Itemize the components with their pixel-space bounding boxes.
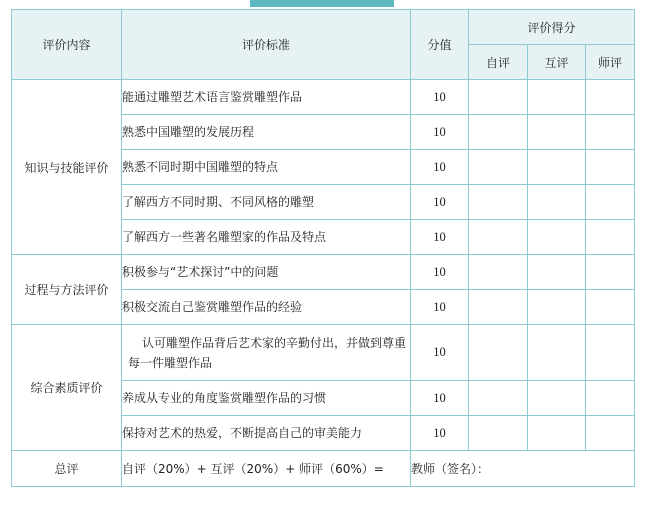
teacher-score-cell[interactable] xyxy=(586,80,635,115)
peer-score-cell[interactable] xyxy=(528,255,586,290)
teacher-signature[interactable]: 教师（签名）： xyxy=(411,451,635,487)
criterion-cell: 能通过雕塑艺术语言鉴赏雕塑作品 xyxy=(122,80,411,115)
header-content: 评价内容 xyxy=(12,10,122,80)
table-row xyxy=(12,325,635,381)
teacher-score-cell[interactable] xyxy=(586,381,635,416)
peer-score-cell[interactable] xyxy=(528,185,586,220)
header-teacher: 师评 xyxy=(586,45,635,80)
peer-score-cell[interactable] xyxy=(528,381,586,416)
category-cell: 知识与技能评价 xyxy=(12,80,122,255)
peer-score-cell[interactable] xyxy=(528,290,586,325)
peer-score-cell[interactable] xyxy=(528,115,586,150)
header-score: 分值 xyxy=(411,10,469,80)
peer-score-cell[interactable] xyxy=(528,416,586,451)
teacher-score-cell[interactable] xyxy=(586,325,635,381)
header-peer: 互评 xyxy=(528,45,586,80)
summary-label: 总评 xyxy=(12,451,122,487)
category-cell: 综合素质评价 xyxy=(12,325,122,451)
criterion-cell: 了解西方一些著名雕塑家的作品及特点 xyxy=(122,220,411,255)
criterion-cell: 了解西方不同时期、不同风格的雕塑 xyxy=(122,185,411,220)
teacher-score-cell[interactable] xyxy=(586,115,635,150)
teacher-score-cell[interactable] xyxy=(586,255,635,290)
teacher-score-cell[interactable] xyxy=(586,220,635,255)
peer-score-cell[interactable] xyxy=(528,150,586,185)
self-score-cell[interactable] xyxy=(469,416,528,451)
score-cell: 10 xyxy=(411,290,469,325)
evaluation-table xyxy=(11,9,635,487)
score-cell: 10 xyxy=(411,185,469,220)
self-score-cell[interactable] xyxy=(469,325,528,381)
header-self: 自评 xyxy=(469,45,528,80)
top-tab-decoration xyxy=(250,0,394,7)
self-score-cell[interactable] xyxy=(469,220,528,255)
header-criteria: 评价标准 xyxy=(122,10,411,80)
criterion-cell: 积极参与“艺术探讨”中的问题 xyxy=(122,255,411,290)
score-cell: 10 xyxy=(411,150,469,185)
peer-score-cell[interactable] xyxy=(528,325,586,381)
table-row xyxy=(12,255,635,290)
criterion-cell: 熟悉不同时期中国雕塑的特点 xyxy=(122,150,411,185)
summary-formula: 自评（20%）+ 互评（20%）+ 师评（60%）= xyxy=(122,451,411,487)
header-rating: 评价得分 xyxy=(469,10,635,45)
peer-score-cell[interactable] xyxy=(528,80,586,115)
criterion-cell: 认可雕塑作品背后艺术家的辛勤付出，并做到尊重每一件雕塑作品 xyxy=(122,325,411,381)
score-cell: 10 xyxy=(411,220,469,255)
self-score-cell[interactable] xyxy=(469,115,528,150)
score-cell: 10 xyxy=(411,325,469,381)
teacher-score-cell[interactable] xyxy=(586,150,635,185)
peer-score-cell[interactable] xyxy=(528,220,586,255)
score-cell: 10 xyxy=(411,381,469,416)
self-score-cell[interactable] xyxy=(469,381,528,416)
score-cell: 10 xyxy=(411,416,469,451)
table-row xyxy=(12,80,635,115)
score-cell: 10 xyxy=(411,115,469,150)
criterion-cell: 熟悉中国雕塑的发展历程 xyxy=(122,115,411,150)
self-score-cell[interactable] xyxy=(469,150,528,185)
self-score-cell[interactable] xyxy=(469,290,528,325)
score-cell: 10 xyxy=(411,80,469,115)
category-cell: 过程与方法评价 xyxy=(12,255,122,325)
criterion-cell: 保持对艺术的热爱，不断提高自己的审美能力 xyxy=(122,416,411,451)
self-score-cell[interactable] xyxy=(469,80,528,115)
teacher-score-cell[interactable] xyxy=(586,290,635,325)
summary-row xyxy=(12,451,635,487)
criterion-cell: 积极交流自己鉴赏雕塑作品的经验 xyxy=(122,290,411,325)
score-cell: 10 xyxy=(411,255,469,290)
self-score-cell[interactable] xyxy=(469,185,528,220)
teacher-score-cell[interactable] xyxy=(586,416,635,451)
teacher-score-cell[interactable] xyxy=(586,185,635,220)
criterion-cell: 养成从专业的角度鉴赏雕塑作品的习惯 xyxy=(122,381,411,416)
self-score-cell[interactable] xyxy=(469,255,528,290)
